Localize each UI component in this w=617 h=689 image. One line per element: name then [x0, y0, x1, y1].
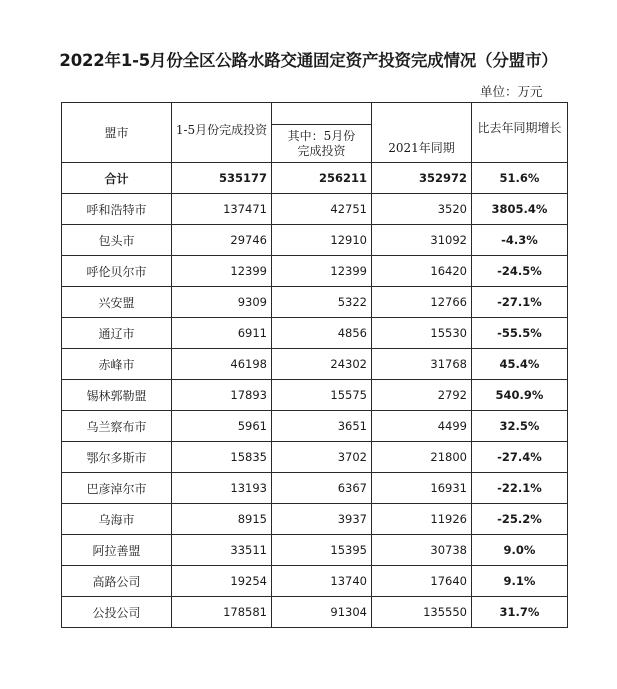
- total-investment: 33511: [172, 535, 272, 566]
- total-investment: 9309: [172, 287, 272, 318]
- same-period-2021: 3520: [372, 194, 472, 225]
- table-row: [62, 566, 568, 597]
- region-name: 巴彦淖尔市: [62, 473, 172, 504]
- same-period-2021: 4499: [372, 411, 472, 442]
- same-period-2021: 11926: [372, 504, 472, 535]
- table-row: [62, 318, 568, 349]
- region-name: 阿拉善盟: [62, 535, 172, 566]
- yoy-growth: 9.1%: [472, 566, 568, 597]
- total-investment: 6911: [172, 318, 272, 349]
- region-name: 呼和浩特市: [62, 194, 172, 225]
- yoy-growth: -22.1%: [472, 473, 568, 504]
- table-row-total: [62, 163, 568, 194]
- may-investment: 4856: [272, 318, 372, 349]
- yoy-growth: -27.1%: [472, 287, 568, 318]
- header-may-investment: [272, 125, 372, 163]
- may-investment: 15575: [272, 380, 372, 411]
- yoy-growth: -24.5%: [472, 256, 568, 287]
- region-name: 锡林郭勒盟: [62, 380, 172, 411]
- yoy-growth: 3805.4%: [472, 194, 568, 225]
- total-investment: 178581: [172, 597, 272, 628]
- total-investment: 29746: [172, 225, 272, 256]
- header-total-investment: 1-5月份完成投资: [172, 103, 272, 163]
- may-investment: 256211: [272, 163, 372, 194]
- region-name: 通辽市: [62, 318, 172, 349]
- yoy-growth: -55.5%: [472, 318, 568, 349]
- may-investment: 12910: [272, 225, 372, 256]
- total-investment: 8915: [172, 504, 272, 535]
- same-period-2021: 135550: [372, 597, 472, 628]
- same-period-2021: 21800: [372, 442, 472, 473]
- table-row: [62, 225, 568, 256]
- header-may-spacer: [272, 103, 372, 125]
- total-investment: 137471: [172, 194, 272, 225]
- total-investment: 12399: [172, 256, 272, 287]
- may-investment: 5322: [272, 287, 372, 318]
- table-header: [62, 103, 568, 163]
- region-name: 鄂尔多斯市: [62, 442, 172, 473]
- region-name: 呼伦贝尔市: [62, 256, 172, 287]
- yoy-growth: 31.7%: [472, 597, 568, 628]
- total-investment: 13193: [172, 473, 272, 504]
- may-investment: 42751: [272, 194, 372, 225]
- header-may-line1: 其中：5月份: [287, 128, 356, 143]
- yoy-growth: 51.6%: [472, 163, 568, 194]
- region-name: 高路公司: [62, 566, 172, 597]
- region-name: 公投公司: [62, 597, 172, 628]
- header-yoy-growth: 比去年同期增长: [472, 103, 568, 163]
- header-may-line2: 完成投资: [297, 143, 346, 158]
- may-investment: 6367: [272, 473, 372, 504]
- region-name: 乌海市: [62, 504, 172, 535]
- same-period-2021: 31768: [372, 349, 472, 380]
- same-period-2021: 17640: [372, 566, 472, 597]
- investment-table: [61, 102, 568, 628]
- total-investment: 5961: [172, 411, 272, 442]
- total-investment: 15835: [172, 442, 272, 473]
- table-row: [62, 473, 568, 504]
- table-body: [62, 163, 568, 628]
- header-same-period-2021: 2021年同期: [372, 103, 472, 163]
- same-period-2021: 2792: [372, 380, 472, 411]
- yoy-growth: -4.3%: [472, 225, 568, 256]
- table-row: [62, 194, 568, 225]
- yoy-growth: 32.5%: [472, 411, 568, 442]
- same-period-2021: 30738: [372, 535, 472, 566]
- region-name: 合计: [62, 163, 172, 194]
- total-investment: 19254: [172, 566, 272, 597]
- page-title: 2022年1-5月份全区公路水路交通固定资产投资完成情况（分盟市）: [59, 51, 558, 70]
- may-investment: 24302: [272, 349, 372, 380]
- yoy-growth: -25.2%: [472, 504, 568, 535]
- region-name: 兴安盟: [62, 287, 172, 318]
- table-row: [62, 442, 568, 473]
- total-investment: 535177: [172, 163, 272, 194]
- may-investment: 13740: [272, 566, 372, 597]
- yoy-growth: 540.9%: [472, 380, 568, 411]
- same-period-2021: 31092: [372, 225, 472, 256]
- same-period-2021: 16931: [372, 473, 472, 504]
- region-name: 包头市: [62, 225, 172, 256]
- table-row: [62, 597, 568, 628]
- total-investment: 17893: [172, 380, 272, 411]
- region-name: 乌兰察布市: [62, 411, 172, 442]
- total-investment: 46198: [172, 349, 272, 380]
- same-period-2021: 352972: [372, 163, 472, 194]
- may-investment: 15395: [272, 535, 372, 566]
- unit-label: 单位：万元: [480, 84, 543, 99]
- region-name: 赤峰市: [62, 349, 172, 380]
- yoy-growth: -27.4%: [472, 442, 568, 473]
- may-investment: 3937: [272, 504, 372, 535]
- yoy-growth: 9.0%: [472, 535, 568, 566]
- same-period-2021: 15530: [372, 318, 472, 349]
- table-row: [62, 287, 568, 318]
- same-period-2021: 12766: [372, 287, 472, 318]
- may-investment: 3702: [272, 442, 372, 473]
- table-row: [62, 256, 568, 287]
- table-row: [62, 380, 568, 411]
- may-investment: 3651: [272, 411, 372, 442]
- may-investment: 12399: [272, 256, 372, 287]
- table-row: [62, 535, 568, 566]
- same-period-2021: 16420: [372, 256, 472, 287]
- may-investment: 91304: [272, 597, 372, 628]
- yoy-growth: 45.4%: [472, 349, 568, 380]
- header-region: 盟市: [62, 103, 172, 163]
- table-row: [62, 349, 568, 380]
- table-row: [62, 504, 568, 535]
- table-row: [62, 411, 568, 442]
